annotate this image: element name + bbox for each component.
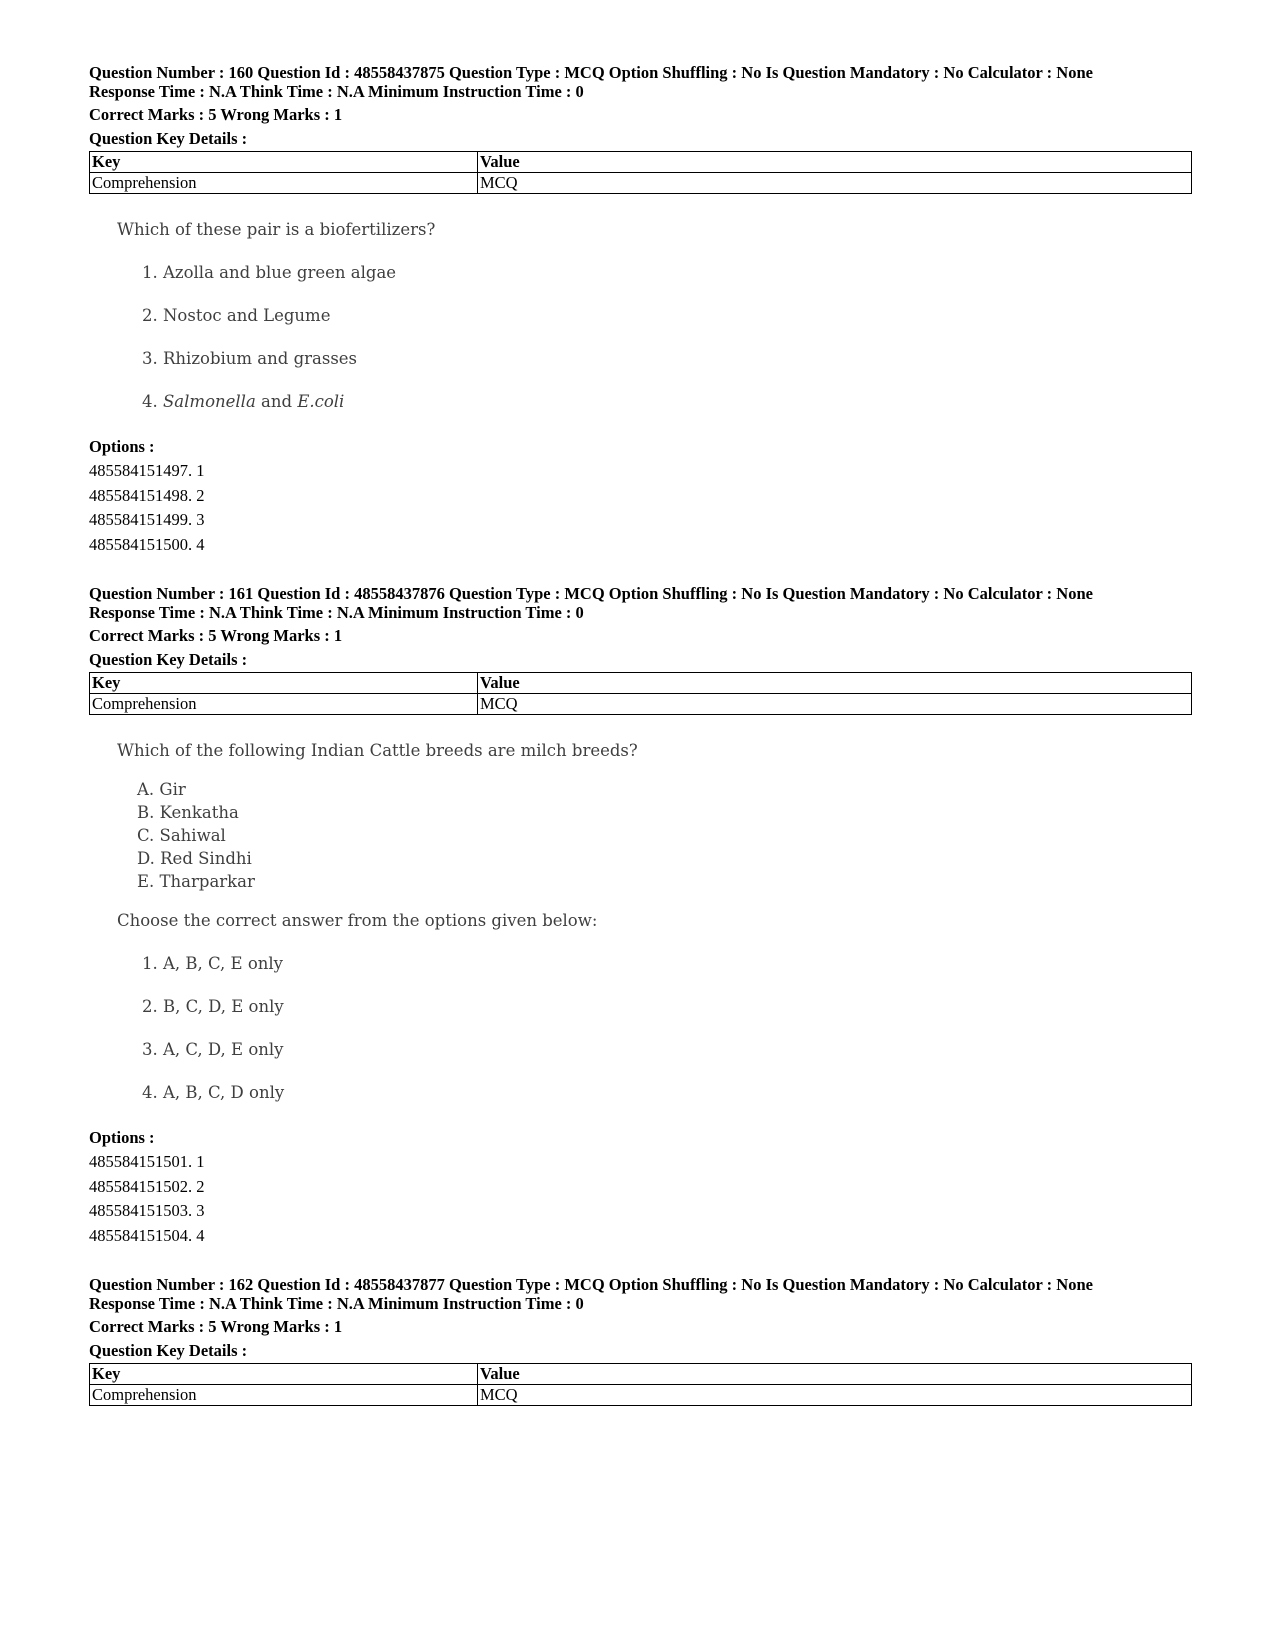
table-cell-key: Comprehension: [90, 1385, 478, 1406]
table-cell-key: Comprehension: [90, 173, 478, 194]
question-meta-line2: Response Time : N.A Think Time : N.A Minimum Instruction Time : 0: [89, 603, 584, 622]
table-row: [90, 694, 1192, 715]
options-label: Options :: [89, 437, 155, 456]
question-instruction: Choose the correct answer from the options given below:: [117, 911, 598, 930]
statement-item: E. Tharparkar: [137, 872, 255, 891]
option-line: 485584151499. 3: [89, 510, 205, 529]
choice-1: 1. Azolla and blue green algae: [142, 263, 397, 282]
choice-3: 3. A, C, D, E only: [142, 1040, 284, 1059]
table-header-row: [90, 673, 1192, 694]
choice-2: 2. B, C, D, E only: [142, 997, 284, 1016]
question-key-details-label: Question Key Details :: [89, 650, 248, 669]
question-meta-line1: Question Number : 162 Question Id : 48558437877 Question Type : MCQ Option Shuffling : No Is Question Mandatory : No Calculator : None: [89, 1275, 1093, 1294]
table-cell-key: Comprehension: [90, 694, 478, 715]
table-header-key: Key: [90, 1364, 478, 1385]
option-line: 485584151498. 2: [89, 485, 205, 505]
choice-4: 4. A, B, C, D only: [142, 1083, 285, 1102]
choice-4-organism-a: Salmonella: [163, 392, 256, 411]
question-161: [89, 584, 1192, 1248]
choice-4: [117, 392, 1192, 412]
statement-list: [117, 778, 1192, 893]
choice-2: 2. Nostoc and Legume: [142, 306, 331, 325]
table-cell-value: MCQ: [478, 1385, 1192, 1406]
table-cell-value: MCQ: [478, 173, 1192, 194]
table-header-value: Value: [478, 1364, 1192, 1385]
question-image: [89, 220, 1192, 412]
question-marks: Correct Marks : 5 Wrong Marks : 1: [89, 105, 343, 124]
table-cell-value: MCQ: [478, 694, 1192, 715]
table-header-row: [90, 152, 1192, 173]
question-meta-line2: Response Time : N.A Think Time : N.A Minimum Instruction Time : 0: [89, 1294, 584, 1313]
option-line: 485584151504. 4: [89, 1225, 205, 1245]
option-line: 485584151501. 1: [89, 1152, 205, 1171]
question-stem: Which of the following Indian Cattle breeds are milch breeds?: [117, 741, 638, 760]
table-header-key: Key: [90, 673, 478, 694]
choice-4-and: and: [261, 392, 293, 411]
statement-item: C. Sahiwal: [137, 826, 226, 845]
question-key-details-label: Question Key Details :: [89, 1341, 248, 1360]
table-header-value: Value: [478, 673, 1192, 694]
table-header-key: Key: [90, 152, 478, 173]
choice-3: 3. Rhizobium and grasses: [142, 349, 358, 368]
table-row: [90, 173, 1192, 194]
question-160: [89, 63, 1192, 557]
option-line: 485584151497. 1: [89, 461, 205, 480]
choice-4-organism-b: E.coli: [297, 392, 345, 411]
question-marks: Correct Marks : 5 Wrong Marks : 1: [89, 1317, 343, 1336]
question-162: [89, 1275, 1192, 1406]
statement-item: D. Red Sindhi: [137, 849, 252, 868]
question-meta-line1: Question Number : 161 Question Id : 48558437876 Question Type : MCQ Option Shuffling : No Is Question Mandatory : No Calculator : None: [89, 584, 1093, 603]
question-meta-line1: Question Number : 160 Question Id : 48558437875 Question Type : MCQ Option Shuffling : No Is Question Mandatory : No Calculator : None: [89, 63, 1093, 82]
key-details-table: [89, 1363, 1192, 1406]
question-marks: Correct Marks : 5 Wrong Marks : 1: [89, 626, 343, 645]
statement-item: B. Kenkatha: [137, 803, 239, 822]
option-line: 485584151502. 2: [89, 1176, 205, 1196]
table-header-value: Value: [478, 152, 1192, 173]
document-page: [89, 63, 1192, 1406]
question-meta-line2: Response Time : N.A Think Time : N.A Minimum Instruction Time : 0: [89, 82, 584, 101]
choice-4-number: 4.: [142, 392, 158, 411]
choice-1: 1. A, B, C, E only: [142, 954, 283, 973]
statement-item: A. Gir: [137, 780, 186, 799]
key-details-table: [89, 151, 1192, 194]
options-label: Options :: [89, 1128, 155, 1147]
question-key-details-label: Question Key Details :: [89, 129, 248, 148]
option-line: 485584151503. 3: [89, 1201, 205, 1220]
table-header-row: [90, 1364, 1192, 1385]
question-image: [89, 741, 1192, 1103]
key-details-table: [89, 672, 1192, 715]
question-stem: Which of these pair is a biofertilizers?: [117, 220, 436, 239]
option-line: 485584151500. 4: [89, 534, 205, 554]
table-row: [90, 1385, 1192, 1406]
